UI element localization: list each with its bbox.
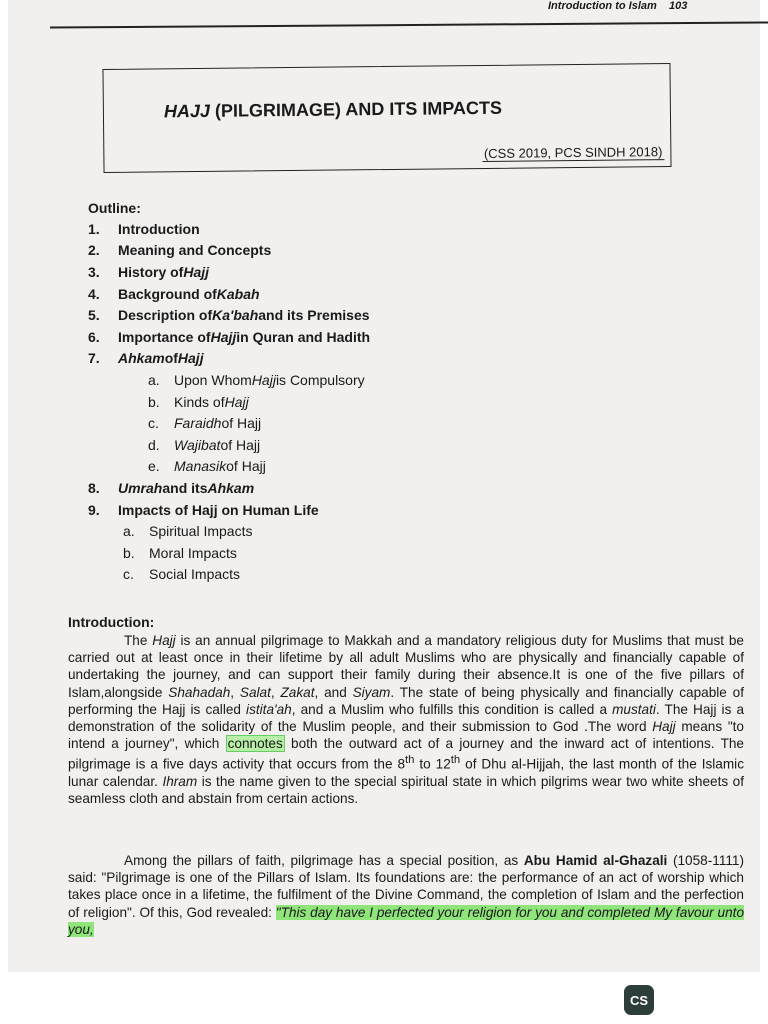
outline-subitem: c. Faraidh of Hajj: [148, 415, 262, 432]
outline-subitem: e. Manasik of Hajj: [148, 458, 266, 475]
introduction-paragraph-1: The Hajj is an annual pilgrimage to Makkah and a mandatory religious duty for Muslims that must be carried out at least once in their lifetime by all adult Muslims who are physically and financially capable of undertaking the journey, and can support their family during their absence.It is one of the five pillars of Islam,alongside Shahadah, Salat, Zakat, and Siyam. The state of being physically and financially capable of performing the Hajj is called istita'ah, and a Muslim who fulfills this condition is called a mustati. The Hajj is a demonstration of the solidarity of the Muslim people, and their submission to God .The word Hajj means "to intend a journey", which connotes both the outward act of a journey and the inward act of intentions. The pilgrimage is a five days activity that occurs from the 8th to 12th of Dhu al-Hijjah, the last month of the Islamic lunar calendar. Ihram is the name given to the special spiritual state in which pilgrims wear two white sheets of seamless cloth and abstain from certain actions.: [68, 633, 745, 807]
outline-subitem: d. Wajibat of Hajj: [148, 436, 261, 453]
highlighted-quote: "This day have I perfected your religion for you and completed My favour unto you,: [68, 904, 745, 937]
highlighted-word: connotes: [227, 736, 283, 752]
running-header: Introduction to Islam 103: [548, 0, 688, 12]
exam-reference: (CSS 2019, PCS SINDH 2018): [482, 144, 665, 162]
outline-heading: Outline:: [88, 200, 141, 216]
outline-item: 7. Ahkam of Hajj: [88, 350, 204, 367]
outline-item: 6. Importance of Hajj in Quran and Hadith: [88, 328, 371, 345]
camscanner-logo: CS: [624, 985, 654, 1015]
outline-subitem: c. Social Impacts: [123, 566, 241, 583]
introduction-heading: Introduction:: [68, 614, 155, 630]
scanned-page: [8, 0, 760, 972]
outline-item: 1. Introduction: [88, 220, 200, 237]
outline-item: 9. Impacts of Hajj on Human Life: [88, 501, 319, 518]
header-rule: [50, 21, 768, 28]
title-box: [102, 63, 671, 173]
outline-subitem: b. Kinds of Hajj: [148, 393, 249, 410]
outline-subitem: a. Upon Whom Hajj is Compulsory: [148, 371, 365, 388]
outline-subitem: b. Moral Impacts: [123, 544, 237, 561]
outline-item: 3. History of Hajj: [88, 263, 210, 280]
outline-item: 5. Description of Ka'bah and its Premises: [88, 307, 370, 324]
outline-item: 4. Background of Kabah: [88, 285, 260, 302]
outline-item: 2. Meaning and Concepts: [88, 242, 272, 259]
introduction-paragraph-2: Among the pillars of faith, pilgrimage has a special position, as Abu Hamid al-Ghazali (1058-1111) said: "Pilgrimage is one of the Pillars of Islam. Its foundations are: the performance of an act of worship which takes place once in a lifetime, the fulfilment of the Divine Command, the completion of Islam and the perfection of religion". Of this, God revealed: "This day have I perfected your religion for you and completed My favour unto you,: [68, 853, 745, 937]
outline-item: 8. Umrah and its Ahkam: [88, 479, 255, 496]
outline-list: [88, 218, 688, 585]
page-title: HAJJ (PILGRIMAGE) AND ITS IMPACTS: [163, 97, 503, 122]
outline-subitem: a. Spiritual Impacts: [123, 523, 253, 540]
